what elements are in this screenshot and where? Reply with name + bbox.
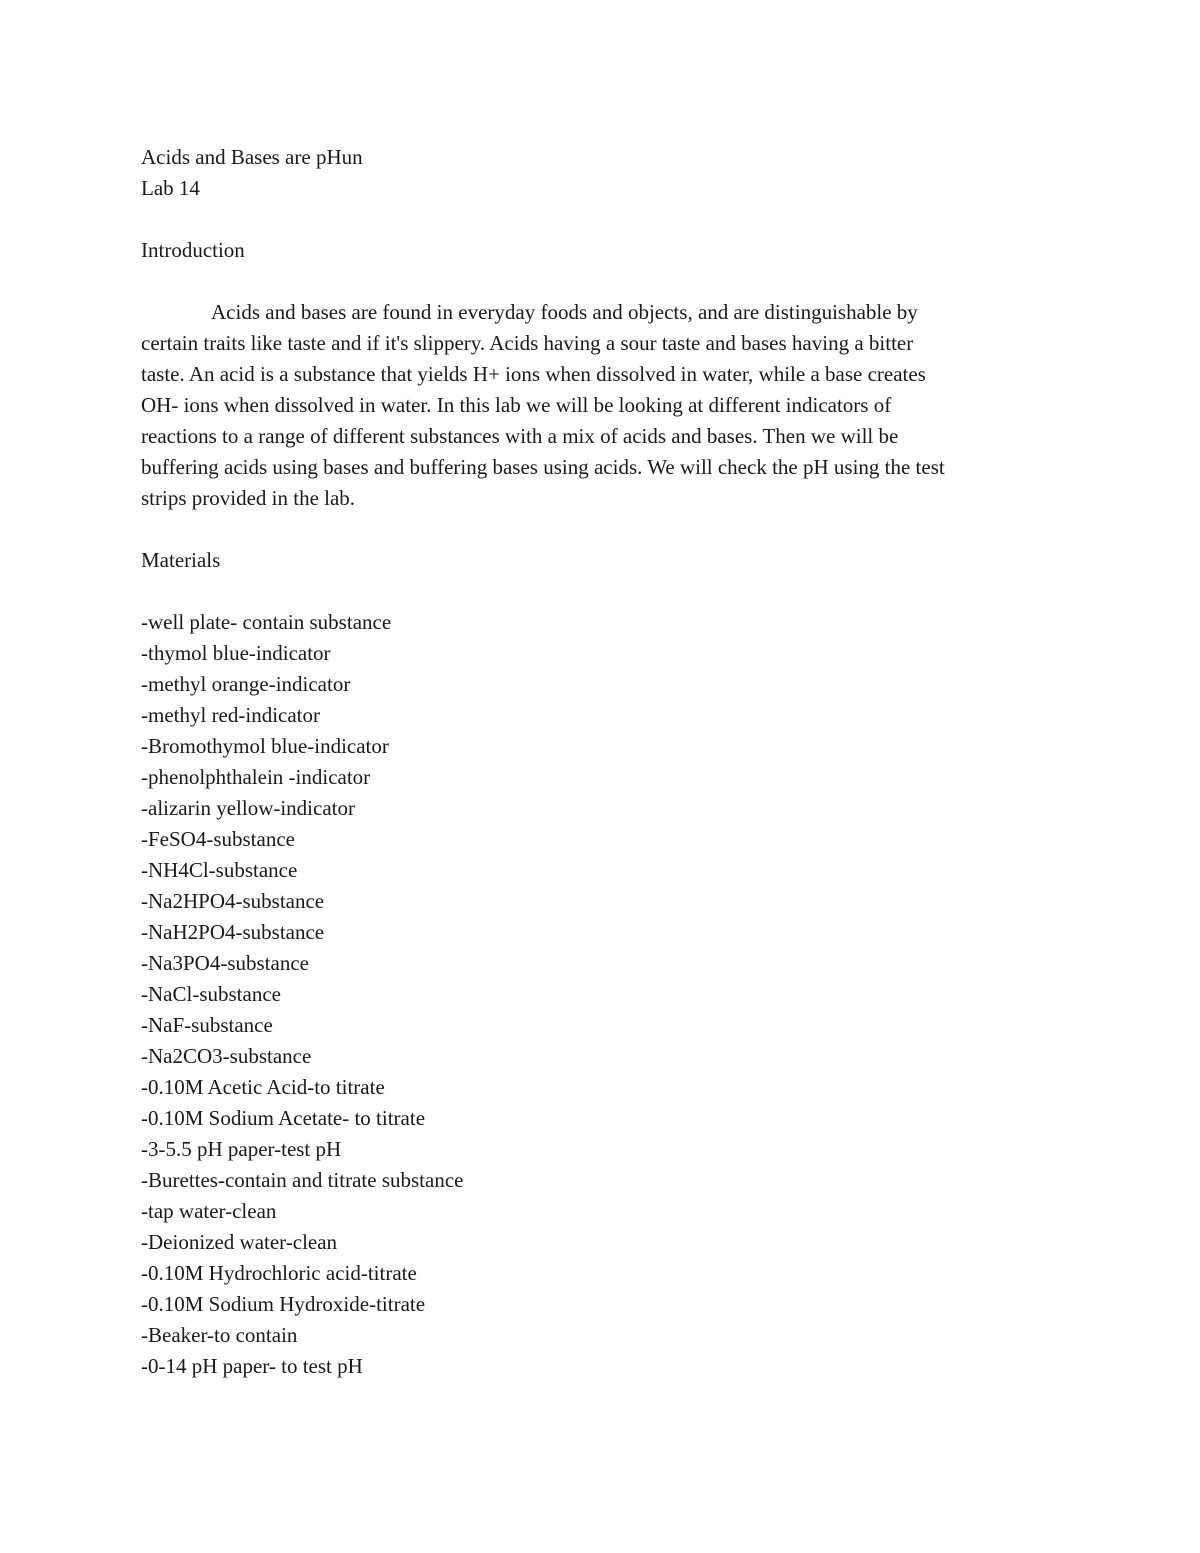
introduction-line: strips provided in the lab. <box>141 486 356 510</box>
list-item: -methyl red-indicator <box>141 703 321 727</box>
introduction-paragraph <box>141 297 1061 514</box>
introduction-line: buffering acids using bases and buffering bases using acids. We will check the pH using the test <box>141 455 945 479</box>
list-item: -Na2CO3-substance <box>141 1044 312 1068</box>
list-item: -Beaker-to contain <box>141 1323 298 1347</box>
document-body <box>141 142 1061 1382</box>
list-item: -thymol blue-indicator <box>141 641 331 665</box>
introduction-line: taste. An acid is a substance that yields H+ ions when dissolved in water, while a base creates <box>141 362 926 386</box>
list-item: -0.10M Hydrochloric acid-titrate <box>141 1261 417 1285</box>
list-item: -NH4Cl-substance <box>141 858 298 882</box>
introduction-heading: Introduction <box>141 238 245 262</box>
list-item: -NaH2PO4-substance <box>141 920 325 944</box>
list-item: -0.10M Acetic Acid-to titrate <box>141 1075 385 1099</box>
materials-list <box>141 607 1061 1382</box>
list-item: -0.10M Sodium Acetate- to titrate <box>141 1106 426 1130</box>
introduction-line: OH- ions when dissolved in water. In this lab we will be looking at different indicators of <box>141 393 892 417</box>
introduction-line: reactions to a range of different substances with a mix of acids and bases. Then we will be <box>141 424 899 448</box>
document-subtitle: Lab 14 <box>141 176 200 200</box>
list-item: -Bromothymol blue-indicator <box>141 734 389 758</box>
list-item: -Burettes-contain and titrate substance <box>141 1168 464 1192</box>
document-title: Acids and Bases are pHun <box>141 145 363 169</box>
spacer <box>141 576 1061 607</box>
list-item: -NaF-substance <box>141 1013 273 1037</box>
list-item: -3-5.5 pH paper-test pH <box>141 1137 342 1161</box>
spacer <box>141 266 1061 297</box>
list-item: -alizarin yellow-indicator <box>141 796 355 820</box>
list-item: -phenolphthalein -indicator <box>141 765 371 789</box>
materials-heading: Materials <box>141 548 221 572</box>
list-item: -tap water-clean <box>141 1199 277 1223</box>
list-item: -Deionized water-clean <box>141 1230 338 1254</box>
list-item: -Na3PO4-substance <box>141 951 309 975</box>
introduction-line: certain traits like taste and if it's slippery. Acids having a sour taste and bases having a bitter <box>141 331 914 355</box>
list-item: -well plate- contain substance <box>141 610 392 634</box>
list-item: -Na2HPO4-substance <box>141 889 325 913</box>
list-item: -NaCl-substance <box>141 982 281 1006</box>
spacer <box>141 204 1061 235</box>
introduction-line: Acids and bases are found in everyday foods and objects, and are distinguishable by <box>211 300 918 324</box>
list-item: -0-14 pH paper- to test pH <box>141 1354 363 1378</box>
list-item: -FeSO4-substance <box>141 827 295 851</box>
list-item: -0.10M Sodium Hydroxide-titrate <box>141 1292 426 1316</box>
list-item: -methyl orange-indicator <box>141 672 351 696</box>
spacer <box>141 514 1061 545</box>
